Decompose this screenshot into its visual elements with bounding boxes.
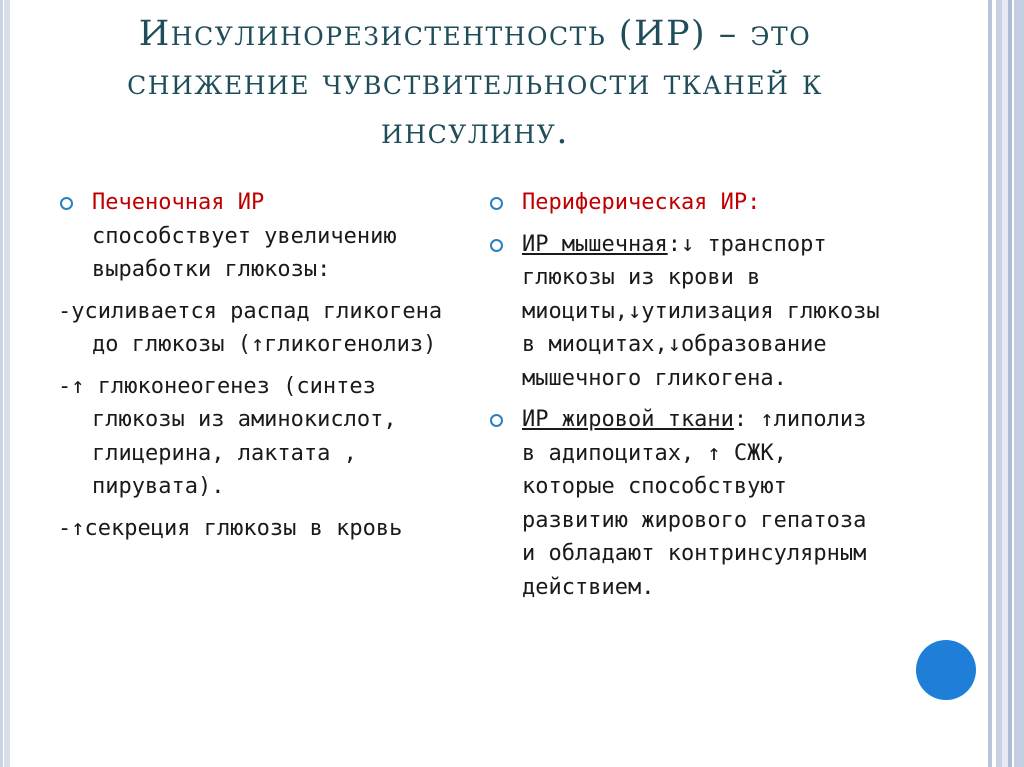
list-item-line-2: -↑ глюконеогенез (синтез глюкозы из аминокислот, глицерина, лактата , пирувата). (58, 373, 397, 499)
slide-title: Инсулинорезистентность (ИР) – это снижение чувствительности тканей к инсулину. (127, 14, 823, 152)
list-item-peripheral (488, 186, 883, 220)
peripheral-heading: Периферическая ИР: (522, 190, 761, 215)
list-item-line-3: -↑секреция глюкозы в кровь (58, 515, 403, 541)
decorative-circle (916, 640, 976, 700)
hepatic-description: способствует увеличению выработки глюкозы: (92, 223, 397, 282)
list-item-hepatic (58, 186, 478, 287)
muscle-text: :↓ транспорт глюкозы из крови в миоциты,↓утилизация глюкозы в миоцитах,↓образование мышечного гликогена. (522, 231, 880, 391)
slide-left-border (0, 0, 10, 767)
right-column (488, 186, 883, 612)
list-item-line-1: -усиливается распад гликогена до глюкозы (↑гликогенолиз) (58, 298, 443, 357)
left-column (58, 186, 478, 553)
decorative-stripes (978, 0, 1024, 767)
bullet-icon (490, 414, 503, 427)
muscle-label: ИР мышечная (522, 231, 668, 257)
bullet-icon (490, 197, 503, 210)
list-item-muscle (488, 228, 883, 396)
hepatic-heading: Печеночная ИР (92, 190, 265, 215)
bullet-icon (490, 239, 503, 252)
fat-text: : ↑липолиз в адипоцитах, ↑ СЖК, которые способствуют развитию жирового гепатоза и обладают контринсулярным действием. (522, 407, 867, 600)
fat-label: ИР жировой ткани (522, 407, 734, 432)
bullet-icon (60, 197, 73, 210)
list-item-fat (488, 403, 883, 604)
